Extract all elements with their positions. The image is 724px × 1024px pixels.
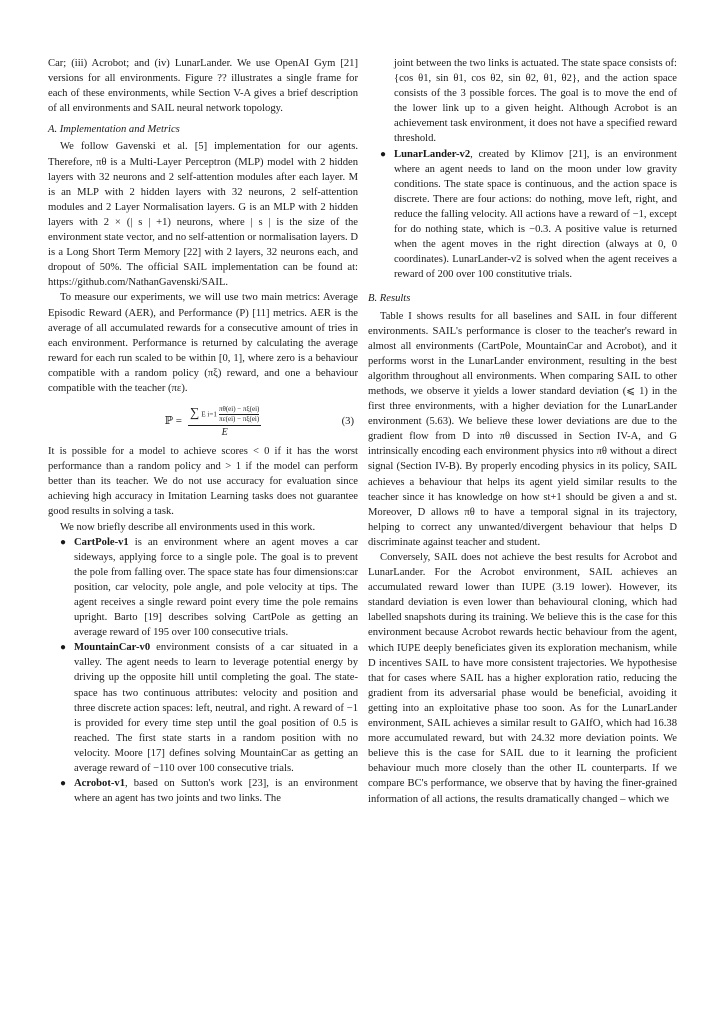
equation-denominator: E [221, 426, 228, 438]
bullet-icon: ● [60, 778, 67, 790]
equation-fraction [188, 405, 261, 438]
paragraph-conversely: Conversely, SAIL does not achieve the best results for Acrobot and LunarLander. For the Acrobot environment, SAIL achieves an accumulated reward lower than IUPE (3.19 lower). However, its standard deviation is even lower than behavioural cloning, which had labelled snapshots during its training. We believe this is the case for this environment because Acrobot rewards hectic behaviour from the agent, which IUPE deeply beneficiates given its exploration mechanism, while D incentives SAIL to have more consistent trajectories. We hypothesise that for cases where SAIL has a higher exploration ratio, reducing the gradient from its adversarial phase would be beneficial, avoiding it getting into an exploitative phase too soon. As for the LunarLander environment, SAIL achieves a similar result to GAIfO, which had 16.38 more accumulated reward, but with 24.32 more deviation points. We believe this is the case for SAIL due to it learning the proficient behaviour much more closely than the other IL counterparts. If we compare BC's performance, we observe that by having the finer-grained information of all actions, the results dramatically changed – which we [368, 552, 677, 805]
inner-numerator: πθ(ei) − πξ(ei) [218, 404, 260, 413]
environment-list-continued [368, 147, 677, 283]
left-column [48, 56, 358, 806]
equation-numerator [188, 405, 261, 426]
list-item-acrobot [48, 776, 358, 806]
list-item-lunarlander [368, 147, 677, 283]
sum-symbol: ∑ [190, 404, 200, 420]
right-column [368, 56, 677, 807]
env-name-mountaincar: MountainCar-v0 [74, 642, 151, 654]
paragraph-score-range: It is possible for a model to achieve scores < 0 if it has the worst performance than a random policy and > 1 if the model can perform better than its teacher. We do not use accuracy for evaluation since achieving high accuracy in Imitation Learning tasks does not guarantee good results in solving a task. [48, 446, 358, 518]
paragraph-results: Table I shows results for all baselines and SAIL in four different environments. SAIL's performance is closer to the teacher's reward in almost all environments (CartPole, MountainCar and Acrobot), and it performs worst in the LunarLander environment, resulting in the best algorithm throughout all environments. When comparing SAIL to other methods, we observe it yields a lower standard deviation (⩽ 1) in the first three environments, with a higher deviation for the LunarLander environment (5.63). We believe these lower deviations are due to the gradient flow from D into πθ discussed in Section IV-A, and G intrinsically encoding each environment physics into πθ without a direct signal (Section IV-B). By properly encoding physics in its policy, SAIL achieves a behaviour that helps its agent yield similar results to the teacher since it has knowledge on how st+1 should be given a and st. Moreover, D allows πθ to have a temporal signal in its trajectory, helping to correct any unwanted/divergent behaviour that helps D discriminate against teacher and student. [368, 310, 677, 548]
bullet-icon: ● [60, 642, 67, 654]
equation-number: (3) [341, 415, 354, 427]
sum-limits: E i=1 [201, 410, 217, 419]
list-item-cartpole [48, 535, 358, 641]
env-desc-cartpole: is an environment where an agent moves a car sideways, applying force to a single pole. The goal is to prevent the pole from falling over. The space state has four dimensions:car position, car velocity, pole angle, and pole velocity at tips. The agent receives a single reward point every time the pole remains upright. Barto [19] describes solving CartPole as getting an average reward of 195 over 100 consecutive trials. [74, 536, 358, 639]
paragraph-metrics: To measure our experiments, we will use two main metrics: Average Episodic Reward (AER), and Performance (P) [11] metrics. AER is the average of all accumulated rewards for a consecutive amount of tries in each environment. Performance is returned by calculating the average reward for each run scaled to be within [0, 1], where zero is a behaviour compatible with a random policy (πξ) reward, and one a behaviour compatible with the teacher (πε). [48, 292, 358, 394]
inner-denominator: πε(ei) − πξ(ei) [219, 414, 260, 423]
env-name-acrobot: Acrobot-v1 [74, 778, 125, 790]
bullet-icon: ● [380, 148, 387, 160]
section-heading-implementation: A. Implementation and Metrics [48, 124, 180, 136]
env-name-cartpole: CartPole-v1 [74, 536, 129, 548]
paragraph-implementation: We follow Gavenski et al. [5] implementation for our agents. Therefore, πθ is a Multi-Layer Perceptron (MLP) model with 2 hidden layers with 32 neurons and 2 self-attention modules after each layer. M is an MLP with 2 hidden layers with 32 neurons, 2 self-attention modules and 2 Layer Normalisation layers. G is an MLP with 2 hidden layers with 2 × (| s | +1) neurons, where | s | is the size of the environment state vector, and no self-attention or normalisation layers. D is a Long Short Term Memory [22] with 2 layers, 32 neurons each, and dropout of 50%. The official SAIL implementation can be found at: https://github.com/NathanGavenski/SAIL. [48, 141, 358, 289]
env-name-lunarlander: LunarLander-v2 [394, 148, 471, 160]
env-desc-acrobot: , based on Sutton's work [23], is an environment where an agent has two joints and two links. The [74, 778, 358, 805]
equation-lhs: ℙ = [164, 414, 182, 427]
list-item-mountaincar [48, 640, 358, 776]
paragraph-acrobot-continued: joint between the two links is actuated. The state space consists of: {cos θ1, sin θ1, cos θ2, sin θ2, θ1, θ2}, and the action space consists of the 3 possible forces. The goal is to move the end of the lower link up to a given height. Although Acrobot is an achievement task environment, it does not have a specified reward threshold. [394, 58, 677, 145]
env-desc-mountaincar: environment consists of a car situated in a valley. The agent needs to learn to leverage potential energy by driving up the opposite hill until completing the goal. The state-space has two continuous attributes: velocity and position and three discrete action spaces: left, neutral, and right. A reward of −1 is provided for every time step until the goal position of 0.5 is reached. The first state starts in a random position with no velocity. Moore [17] defines solving MountainCar as getting an average reward of −110 over 100 consecutive trials. [74, 642, 358, 775]
paragraph-env-intro: We now briefly describe all environments used in this work. [60, 521, 316, 533]
section-heading-results: B. Results [368, 293, 411, 305]
bullet-icon: ● [60, 536, 67, 548]
paragraph-intro-continued: Car; (iii) Acrobot; and (iv) LunarLander. We use OpenAI Gym [21] versions for all environments. Figure ?? illustrates a single frame for each of these environments, while Section V-A gives a brief description of all environments and SAIL neural network topology. [48, 58, 358, 115]
equation-performance [48, 398, 358, 444]
env-desc-lunarlander: , created by Klimov [21], is an environment where an agent needs to land on the moon under low gravity conditions. The state space is continuous, and the action space is discrete. There are four actions: do nothing, move left, right, and reduce the falling velocity. All actions have a reward of −1, except for do nothing state, which is −0.3. A positive value is returned when the agent moves in the right direction (always at 0, 0 coordinates). LunarLander-v2 is solved when the agent receives a reward of 200 over 100 constitutive trials. [394, 148, 677, 281]
inner-fraction [219, 405, 259, 424]
environment-list [48, 535, 358, 807]
